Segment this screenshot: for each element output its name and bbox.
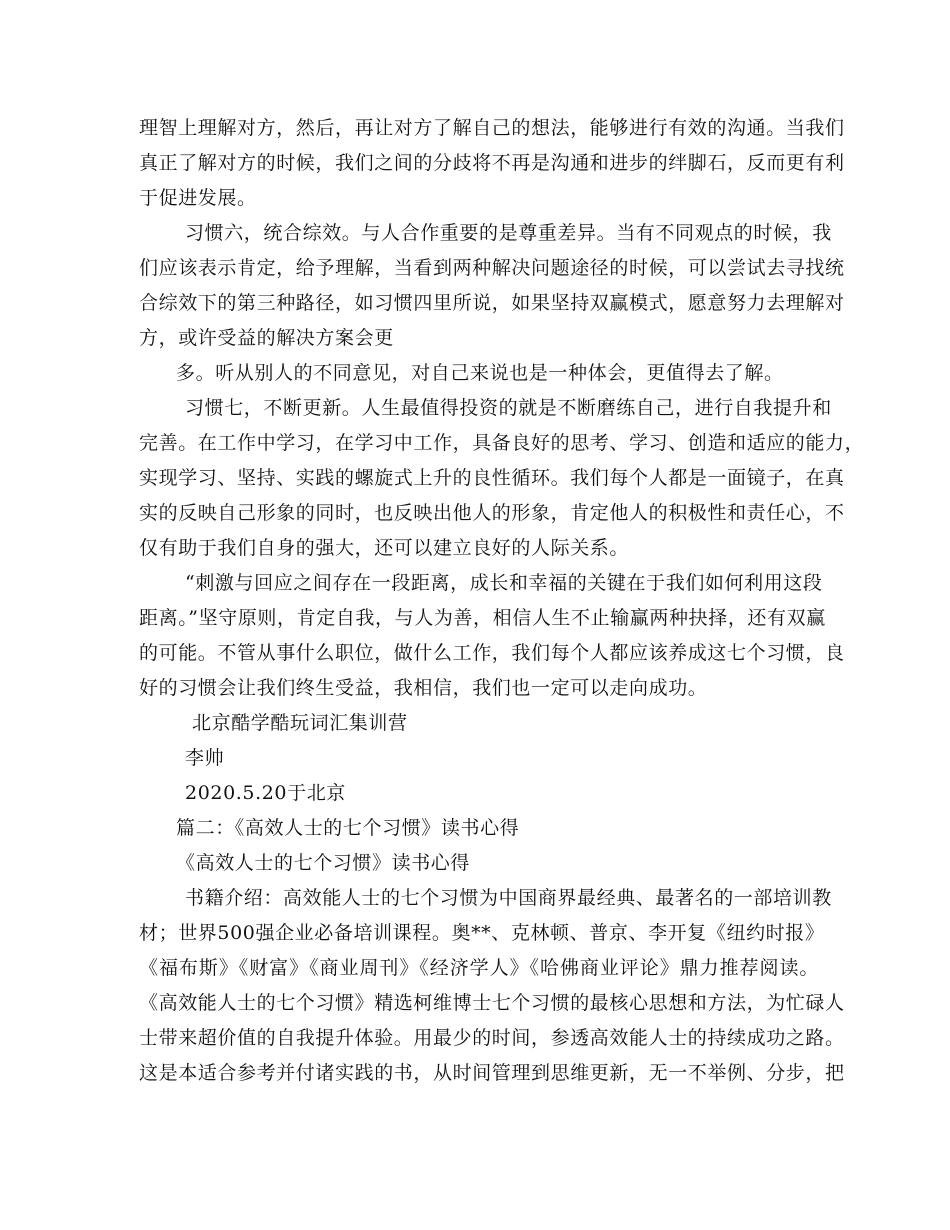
signature-organization: 北京酷学酷玩词汇集训营 [192,712,408,734]
paragraph-line: 方，或许受益的解决方案会更 [139,327,394,349]
paragraph-line: 距离。”坚守原则，肯定自我，与人为善，相信人生不止输赢两种抉择，还有双赢 [139,607,826,629]
paragraph-line: “刺激与回应之间存在一段距离，成长和幸福的关键在于我们如何利用这段 [185,572,823,594]
paragraph-line: 《福布斯》《财富》《商业周刊》《经济学人》《哈佛商业评论》鼎力推荐阅读。 [139,957,819,979]
paragraph-line: 仅有助于我们自身的强大，还可以建立良好的人际关系。 [139,537,630,559]
paragraph-line: 们应该表示肯定，给予理解，当看到两种解决问题途径的时候，可以尝试去寻找统 [139,257,845,279]
paragraph-line: 士带来超价值的自我提升体验。用最少的时间，参透高效能人士的持续成功之路。 [139,1027,845,1049]
paragraph-line: 真正了解对方的时候，我们之间的分歧将不再是沟通和进步的绊脚石，反而更有利 [139,152,845,174]
paragraph-line: 材；世界500强企业必备培训课程。奥**、克林顿、普京、李开复《纽约时报》 [139,922,825,944]
signature-date: 2020.5.20于北京 [185,782,346,804]
paragraph-line: 这是本适合参考并付诸实践的书，从时间管理到思维更新，无一不举例、分步，把 [139,1062,845,1084]
paragraph-line: 习惯六，统合综效。与人合作重要的是尊重差异。当有不同观点的时候，我 [185,222,832,244]
paragraph-line: 书籍介绍：高效能人士的七个习惯为中国商界最经典、最著名的一部培训教 [185,887,832,909]
paragraph-line: 多。听从别人的不同意见，对自己来说也是一种体会，更值得去了解。 [176,362,784,384]
paragraph-line: 于促进发展。 [139,187,257,209]
paragraph-line: 实现学习、坚持、实践的螺旋式上升的良性循环。我们每个人都是一面镜子，在真 [139,467,845,489]
section-heading: 篇二：《高效人士的七个习惯》读书心得 [176,817,520,839]
paragraph-line: 《高效能人士的七个习惯》精选柯维博士七个习惯的最核心思想和方法，为忙碌人 [139,992,845,1014]
paragraph-line: 完善。在工作中学习，在学习中工作，具备良好的思考、学习、创造和适应的能力， [139,432,865,454]
paragraph-line: 实的反映自己形象的同时，也反映出他人的形象，肯定他人的积极性和责任心，不 [139,502,845,524]
paragraph-line: 的可能。不管从事什么职位，做什么工作，我们每个人都应该养成这七个习惯，良 [139,642,845,664]
signature-author: 李帅 [185,747,225,769]
paragraph-line: 习惯七，不断更新。人生最值得投资的就是不断磨练自己，进行自我提升和 [185,397,832,419]
paragraph-line: 理智上理解对方，然后，再让对方了解自己的想法，能够进行有效的沟通。当我们 [139,117,845,139]
paragraph-line: 合综效下的第三种路径，如习惯四里所说，如果坚持双赢模式，愿意努力去理解对 [139,292,845,314]
paragraph-line: 好的习惯会让我们终生受益，我相信，我们也一定可以走向成功。 [139,677,708,699]
section-title: 《高效人士的七个习惯》读书心得 [176,852,471,874]
